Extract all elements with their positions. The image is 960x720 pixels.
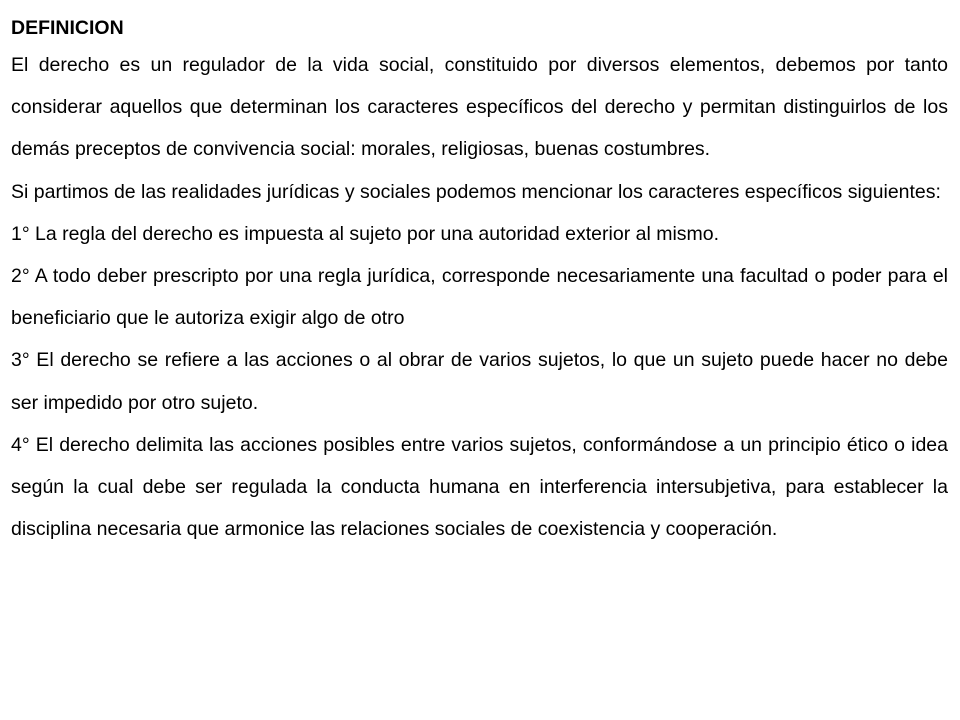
intro-characteristics-paragraph: Si partimos de las realidades jurídicas y sociales podemos mencionar los caracteres específicos siguientes: xyxy=(11,180,941,203)
characteristic-2: 2° A todo deber prescripto por una regla jurídica, corresponde necesariamente una facultad o poder para el beneficiario que le autoriza exigir algo de otro xyxy=(11,265,948,330)
characteristic-1: 1° La regla del derecho es impuesta al sujeto por una autoridad exterior al mismo. xyxy=(11,222,720,245)
characteristic-4: 4° El derecho delimita las acciones posibles entre varios sujetos, conformándose a un principio ético o idea según la cual debe ser regulada la conducta humana en interferencia intersubjetiva, para establecer la disciplina necesaria que armonice las relaciones sociales de coexistencia y cooperación. xyxy=(11,433,948,541)
definition-paragraph: El derecho es un regulador de la vida social, constituido por diversos elementos, debemos por tanto considerar aquellos que determinan los caracteres específicos del derecho y permitan distinguirlos de los demás preceptos de convivencia social: morales, religiosas, buenas costumbres. xyxy=(11,54,948,161)
characteristic-3: 3° El derecho se refiere a las acciones o al obrar de varios sujetos, lo que un sujeto puede hacer no debe ser impedido por otro sujeto. xyxy=(11,349,948,414)
slide-content xyxy=(11,12,948,550)
page-title: DEFINICION xyxy=(11,17,124,39)
